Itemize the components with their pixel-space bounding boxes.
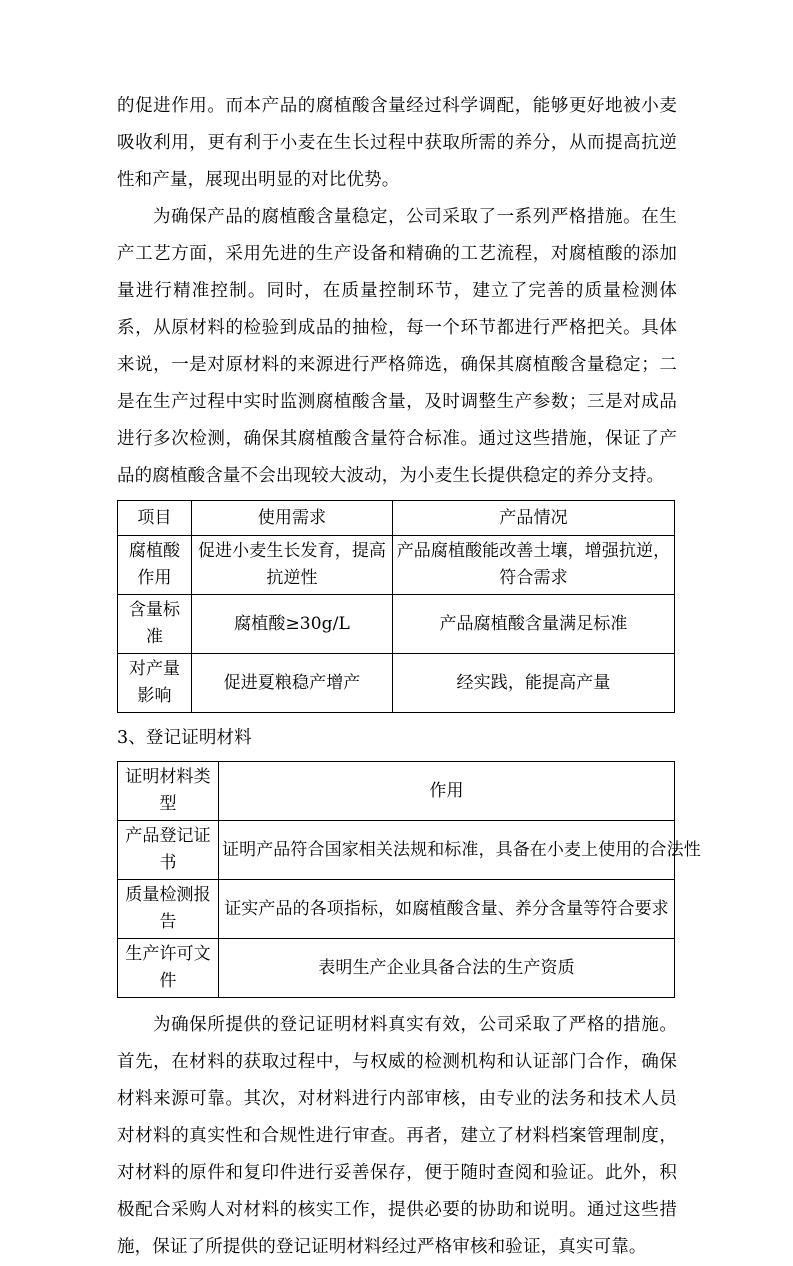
table-row [118, 536, 675, 595]
table-row [118, 821, 675, 880]
table-cell-requirement-humic-acid-role: 促进小麦生长发育，提高抗逆性 [192, 536, 393, 595]
table-cell-function-quality-report: 证实产品的各项指标，如腐植酸含量、养分含量等符合要求 [219, 880, 675, 939]
paragraph-quality-measures: 为确保产品的腐植酸含量稳定，公司采取了一系列严格措施。在生产工艺方面，采用先进的生产设备和精确的工艺流程，对腐植酸的添加量进行精准控制。同时，在质量控制环节，建立了完善的质量检测体系，从原材料的检验到成品的抽检，每一个环节都进行严格把关。具体来说，一是对原材料的来源进行严格筛选，确保其腐植酸含量稳定；二是在生产过程中实时监测腐植酸含量，及时调整生产参数；三是对成品进行多次检测，确保其腐植酸含量符合标准。通过这些措施，保证了产品的腐植酸含量不会出现较大波动，为小麦生长提供稳定的养分支持。 [117, 207, 677, 486]
table-cell-material-type-quality-report: 质量检测报告 [118, 880, 219, 939]
table-row [118, 595, 675, 654]
table-row [118, 762, 675, 821]
table-cell-item-yield-impact: 对产量影响 [118, 654, 192, 713]
table-cell-product-yield-impact: 经实践，能提高产量 [393, 654, 675, 713]
table-cell-function-production-license: 表明生产企业具备合法的生产资质 [219, 939, 675, 998]
spacer [117, 713, 677, 720]
table-cell-requirement-content-standard: 腐植酸≥30g/L [192, 595, 393, 654]
table-cell-material-type-registration-certificate: 产品登记证书 [118, 821, 219, 880]
table-header-cell-requirement: 使用需求 [192, 501, 393, 536]
page-content [117, 88, 701, 1266]
table-header-cell-product: 产品情况 [393, 501, 675, 536]
table-row [118, 939, 675, 998]
table-cell-item-content-standard: 含量标准 [118, 595, 192, 654]
table-requirement-comparison [117, 500, 675, 713]
table-cell-function-registration-certificate: 证明产品符合国家相关法规和标准，具备在小麦上使用的合法性 [219, 821, 675, 880]
table-row [118, 501, 675, 536]
table-cell-product-humic-acid-role: 产品腐植酸能改善土壤，增强抗逆，符合需求 [393, 536, 675, 595]
section-heading-registration-materials: 3、登记证明材料 [117, 728, 252, 748]
table-cell-material-type-production-license: 生产许可文件 [118, 939, 219, 998]
table-cell-requirement-yield-impact: 促进夏粮稳产增产 [192, 654, 393, 713]
table-cell-item-humic-acid-role: 腐植酸作用 [118, 536, 192, 595]
paragraph-continuation: 的促进作用。而本产品的腐植酸含量经过科学调配，能够更好地被小麦吸收利用，更有利于小麦在生长过程中获取所需的养分，从而提高抗逆性和产量，展现出明显的对比优势。 [117, 96, 677, 190]
table-header-cell-material-type: 证明材料类型 [118, 762, 219, 821]
table-row [118, 880, 675, 939]
table-row [118, 654, 675, 713]
paragraph-material-authenticity: 为确保所提供的登记证明材料真实有效，公司采取了严格的措施。首先，在材料的获取过程中，与权威的检测机构和认证部门合作，确保材料来源可靠。其次，对材料进行内部审核，由专业的法务和技术人员对材料的真实性和合规性进行审查。再者，建立了材料档案管理制度，对材料的原件和复印件进行妥善保存，便于随时查阅和验证。此外，积极配合采购人对材料的核实工作，提供必要的协助和说明。通过这些措施，保证了所提供的登记证明材料经过严格审核和验证，真实可靠。 [117, 1015, 677, 1257]
table-cell-product-content-standard: 产品腐植酸含量满足标准 [393, 595, 675, 654]
table-registration-proof-materials [117, 761, 701, 998]
spacer [117, 998, 677, 1007]
table-header-cell-item: 项目 [118, 501, 192, 536]
table-header-cell-function: 作用 [219, 762, 675, 821]
